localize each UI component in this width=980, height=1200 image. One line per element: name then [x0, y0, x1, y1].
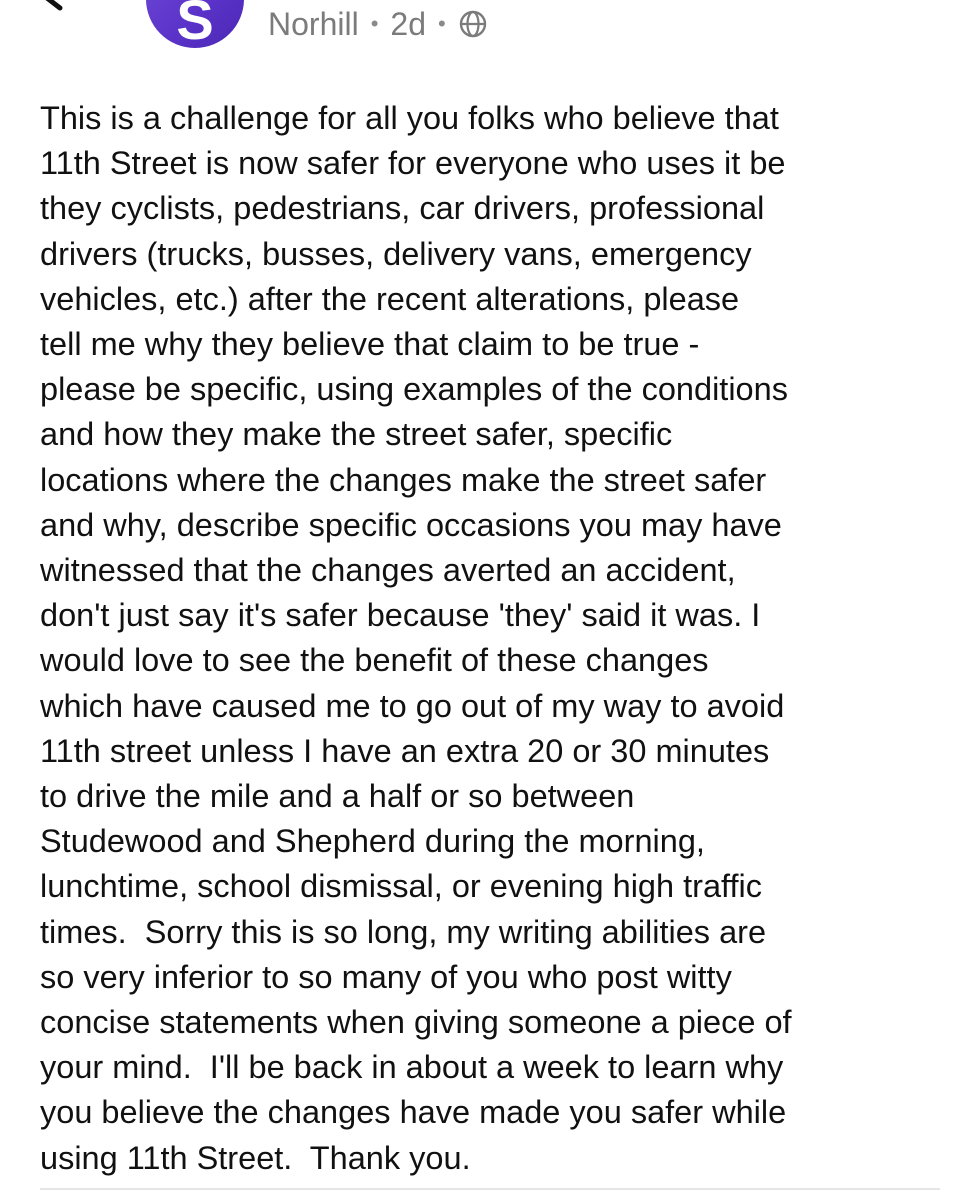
- post-meta: [268, 2, 488, 46]
- neighborhood-label[interactable]: Norhill: [268, 5, 359, 42]
- post-age: 2d: [390, 5, 426, 42]
- meta-separator: •: [437, 11, 446, 36]
- avatar-initial: S: [176, 0, 214, 48]
- post-divider: [40, 1188, 940, 1190]
- author-avatar[interactable]: [146, 0, 244, 48]
- meta-separator: •: [370, 11, 379, 36]
- back-chevron-icon[interactable]: [14, 0, 66, 26]
- globe-icon: [458, 9, 488, 39]
- post-body-text: This is a challenge for all you folks who believe that 11th Street is now safer for everyone who uses it be they cyclists, pedestrians, car drivers, professional drivers (trucks, busses, delivery vans, emergency vehicles, etc.) after the recent alterations, please tell me why they believe that claim to be true - please be specific, using examples of the conditions and how they make the street safer, specific locations where the changes make the street safer and why, describe specific occasions you may have witnessed that the changes averted an accident, don't just say it's safer because 'they' said it was. I would love to see the benefit of these changes which have caused me to go out of my way to avoid 11th street unless I have an extra 20 or 30 minutes to drive the mile and a half or so between Studewood and Shepherd during the morning, lunchtime, school dismissal, or evening high traffic times. Sorry this is so long, my writing abilities are so very inferior to so many of you who post witty concise statements when giving someone a piece of your mind. I'll be back in about a week to learn why you believe the changes have made you safer while using 11th Street. Thank you.: [40, 100, 792, 1176]
